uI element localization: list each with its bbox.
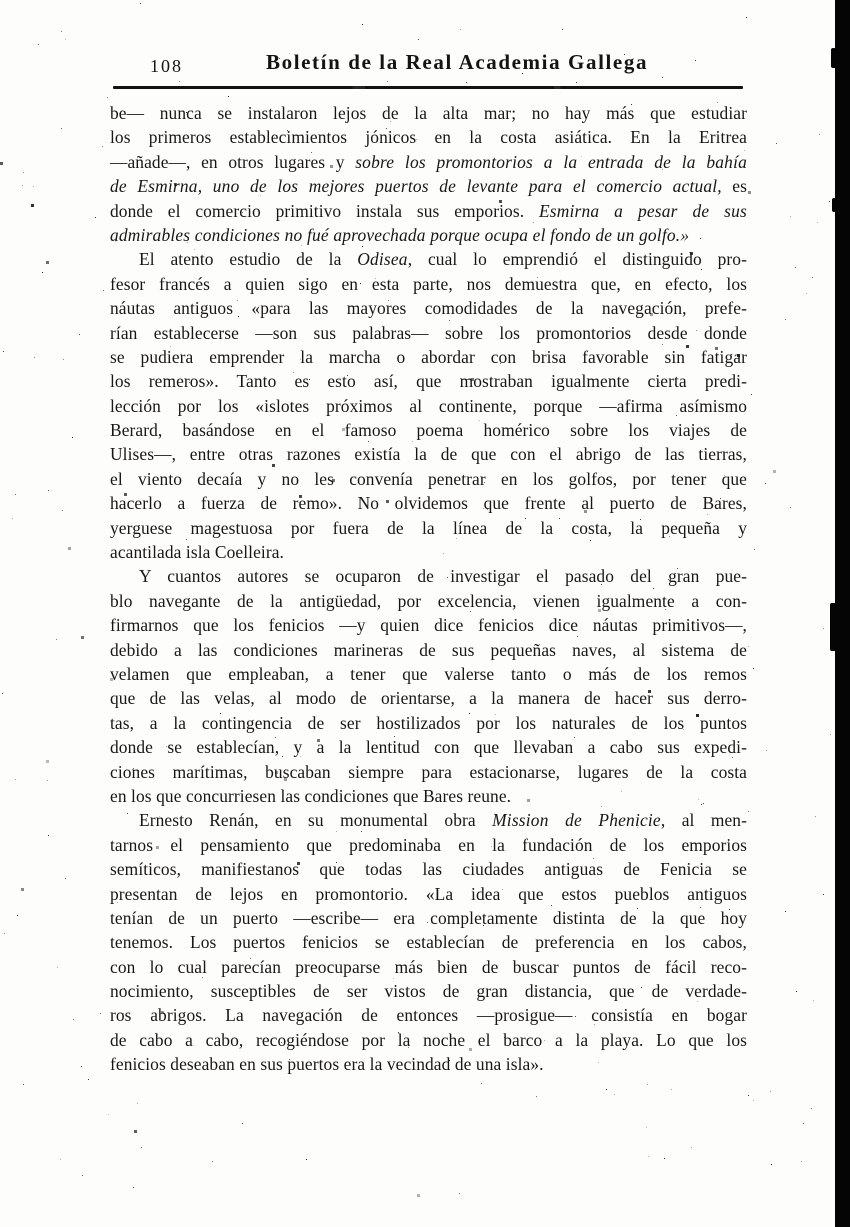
text-segment: , al men- <box>660 810 747 831</box>
text-segment: yerguese magestuosa por fuera de la línea de la costa, la pequeña y <box>110 517 747 538</box>
text-segment: ciones marítimas, buscaban siempre para estacionarse, lugares de la costa <box>110 761 747 782</box>
text-segment: firmarnos que los fenicios —y quien dice fenicios dice náutas primitivos—, <box>110 615 747 636</box>
text-segment: con lo cual parecían preocuparse más bien de buscar puntos de fácil reco- <box>110 956 747 977</box>
text-segment: —añade—, en otros lugares y <box>110 151 356 172</box>
text-segment: que de las velas, al modo de orientarse, a la manera de hacer sus derro- <box>110 688 747 709</box>
scan-edge-nub <box>832 198 836 212</box>
scan-speckles <box>0 0 1 1</box>
text-segment: velamen que empleaban, a tener que valerse tanto o más de los remos <box>110 663 747 684</box>
text-line <box>110 247 747 271</box>
text-segment: blo navegante de la antigüedad, por excelencia, vienen igualmente a con- <box>110 590 747 611</box>
italic-text-segment: admirables condiciones no fué aprovechada porque ocupa el fondo de un golfo.» <box>110 224 690 245</box>
italic-text-segment: Odisea <box>357 249 408 270</box>
text-segment: fesor francés a quien sigo en esta parte, nos demuestra que, en efecto, los <box>110 273 747 294</box>
text-segment: debido a las condiciones marineras de sus pequeñas naves, al sistema de <box>110 639 747 660</box>
text-line <box>110 686 747 710</box>
text-line <box>110 272 747 296</box>
text-segment: presentan de lejos en promontorio. «La idea que estos pueblos antiguos <box>110 883 747 904</box>
scan-edge-nub <box>830 603 836 651</box>
text-line <box>110 101 747 125</box>
text-line <box>110 808 747 832</box>
text-segment: semíticos, manifiestanos que todas las ciudades antiguas de Fenicia se <box>110 859 747 880</box>
text-segment: nocimiento, susceptibles de ser vistos de gran distancia, que de verdade- <box>110 981 747 1002</box>
text-segment: ros abrigos. La navegación de entonces —prosigue— consistía en bogar <box>110 1005 747 1026</box>
text-line <box>110 857 747 881</box>
text-line <box>110 1028 747 1052</box>
text-segment: hacerlo a fuerza de remo». No olvidemos que frente al puerto de Bares, <box>110 493 747 514</box>
text-segment: tas, a la contingencia de ser hostilizados por los naturales de los puntos <box>110 712 747 733</box>
text-line <box>110 906 747 930</box>
page-number: 108 <box>150 56 183 76</box>
text-line <box>110 638 747 662</box>
italic-text-segment: Mission de Phenicie <box>492 810 661 831</box>
text-line <box>110 345 747 369</box>
text-segment: Berard, basándose en el famoso poema homérico sobre los viajes de <box>110 420 747 441</box>
text-segment: donde se establecían, y a la lentitud con que llevaban a cabo sus expedi- <box>110 737 747 758</box>
text-segment: fenicios deseaban en sus puertos era la vecindad de una isla». <box>110 1054 544 1075</box>
text-line <box>110 125 747 149</box>
scan-edge-nub <box>831 48 836 68</box>
text-segment: Ulises—, entre otras razones existía la de que con el abrigo de las tierras, <box>110 444 747 465</box>
text-line <box>110 784 747 808</box>
text-segment: los remeros». Tanto es esto así, que mostraban igualmente cierta predi- <box>110 371 747 392</box>
text-line <box>110 662 747 686</box>
text-segment: es <box>721 176 747 197</box>
text-line <box>110 394 747 418</box>
text-line <box>110 564 747 588</box>
text-line <box>110 1003 747 1027</box>
text-line <box>110 150 747 174</box>
italic-text-segment: sobre los promontorios a la entrada de la bahía <box>355 151 747 172</box>
text-line <box>110 516 747 540</box>
text-line <box>110 589 747 613</box>
text-segment: Y cuantos autores se ocuparon de investigar el pasado del gran pue- <box>139 566 747 587</box>
text-segment: El atento estudio de la <box>139 249 358 270</box>
text-line <box>110 467 747 491</box>
text-line <box>110 955 747 979</box>
text-line <box>110 735 747 759</box>
text-segment: tarnos el pensamiento que predominaba en la fundación de los emporios <box>110 834 747 855</box>
text-line <box>110 369 747 393</box>
text-line <box>110 491 747 515</box>
text-segment: en los que concurriesen las condiciones que Bares reune. <box>110 785 512 806</box>
text-line <box>110 418 747 442</box>
italic-text-segment: Esmirna a pesar de sus <box>538 200 748 221</box>
text-segment: náutas antiguos «para las mayores comodidades de la navegación, prefe- <box>110 298 747 319</box>
text-segment: tenemos. Los puertos fenicios se establecían de preferencia en los cabos, <box>110 932 747 953</box>
text-line <box>110 613 747 637</box>
text-line <box>110 930 747 954</box>
text-line <box>110 882 747 906</box>
text-line <box>110 199 747 223</box>
text-segment: de cabo a cabo, recogiéndose por la noche el barco a la playa. Lo que los <box>110 1029 747 1050</box>
text-line <box>110 442 747 466</box>
page-body <box>110 101 747 1077</box>
journal-title: Boletín de la Real Academia Gallega <box>266 50 649 74</box>
text-line <box>110 321 747 345</box>
text-line <box>110 223 747 247</box>
text-segment: los primeros establecimientos jónicos en la costa asiática. En la Eritrea <box>110 127 747 148</box>
scan-edge-bar <box>835 0 850 1227</box>
text-segment: donde el comercio primitivo instala sus emporios. <box>110 200 539 221</box>
text-line <box>110 979 747 1003</box>
text-line <box>110 833 747 857</box>
text-segment: lección por los «islotes próximos al continente, porque —afirma asímismo <box>110 395 747 416</box>
text-line <box>110 540 747 564</box>
text-segment: rían establecerse —son sus palabras— sobre los promontorios desde donde <box>110 322 747 343</box>
text-line <box>110 1052 747 1076</box>
text-segment: se pudiera emprender la marcha o abordar con brisa favorable sin fatigar <box>110 346 747 367</box>
text-segment: tenían de un puerto —escribe— era completamente distinta de la que hoy <box>110 907 747 928</box>
text-segment: el viento decaía y no les convenía penetrar en los golfos, por tener que <box>110 468 747 489</box>
italic-text-segment: de Esmirna, uno de los mejores puertos de levante para el comercio actual, <box>110 176 722 197</box>
text-segment: Ernesto Renán, en su monumental obra <box>139 810 493 831</box>
text-line <box>110 174 747 198</box>
text-line <box>110 760 747 784</box>
header-rule <box>113 86 743 89</box>
text-segment: be— nunca se instalaron lejos de la alta mar; no hay más que estudiar <box>110 103 747 123</box>
text-segment: , cual lo emprendió el distinguido pro- <box>407 249 747 270</box>
text-segment: acantilada isla Coelleira. <box>110 542 285 563</box>
text-line <box>110 296 747 320</box>
text-line <box>110 711 747 735</box>
